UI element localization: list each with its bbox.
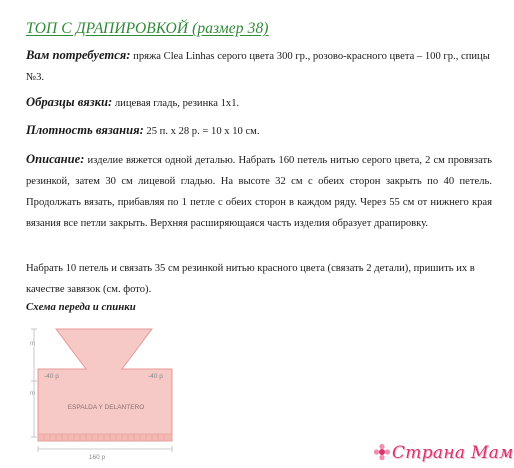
stitch-samples-label: Образцы вязки: (26, 95, 113, 109)
materials-text: пряжа Clea Linhas серого цвета 300 гр., розово-красного цвета – 100 гр., спицы №3. (26, 51, 490, 83)
bottom-width-label: 160 p (88, 454, 106, 461)
height-marker-top: m (30, 341, 35, 347)
pattern-diagram (0, 325, 200, 465)
gauge-paragraph (26, 120, 492, 142)
watermark-flower-icon (373, 443, 391, 461)
ties-paragraph (26, 258, 492, 300)
height-marker-bottom: m (30, 391, 35, 397)
materials-paragraph (26, 45, 492, 88)
gauge-label: Плотность вязания: (26, 123, 144, 137)
knitted-piece-shape (38, 329, 172, 441)
gauge-text: 25 п. х 28 р. = 10 х 10 см. (143, 126, 260, 137)
page-title: ТОП С ДРАПИРОВКОЙ (размер 38) (26, 20, 269, 37)
ties-text: Набрать 10 петель и связать 35 см резинкой нитью красного цвета (связать 2 детали), пришить их в качестве завязок (см. фото). (26, 263, 475, 295)
scheme-title: Схема переда и спинки (26, 301, 136, 313)
watermark-logo: Страна Мам (392, 443, 514, 463)
piece-label: ESPALDA Y DELANTERO (67, 404, 145, 411)
description-label: Описание: (26, 152, 85, 166)
materials-label: Вам потребуется: (26, 48, 131, 62)
stitch-samples-paragraph (26, 92, 492, 114)
right-decrease-label: -40 p (148, 373, 163, 380)
description-paragraph (26, 149, 492, 234)
left-decrease-label: -40 p (44, 373, 59, 380)
stitch-samples-text: лицевая гладь, резинка 1x1. (112, 98, 240, 109)
description-text: изделие вяжется одной деталью. Набрать 160 петель нитью серого цвета, 2 см провязать резинкой, затем 30 см лицевой гладью. На высоте 32 см с обеих сторон закрыть по 40 петель. Продолжать вязать, прибавляя по 1 петле с обеих сторон в каждом ряду. Через 55 см от нижнего края вязания все петли закрыть. Верхняя расширяющаяся часть изделия образует драпировку. (26, 155, 492, 229)
